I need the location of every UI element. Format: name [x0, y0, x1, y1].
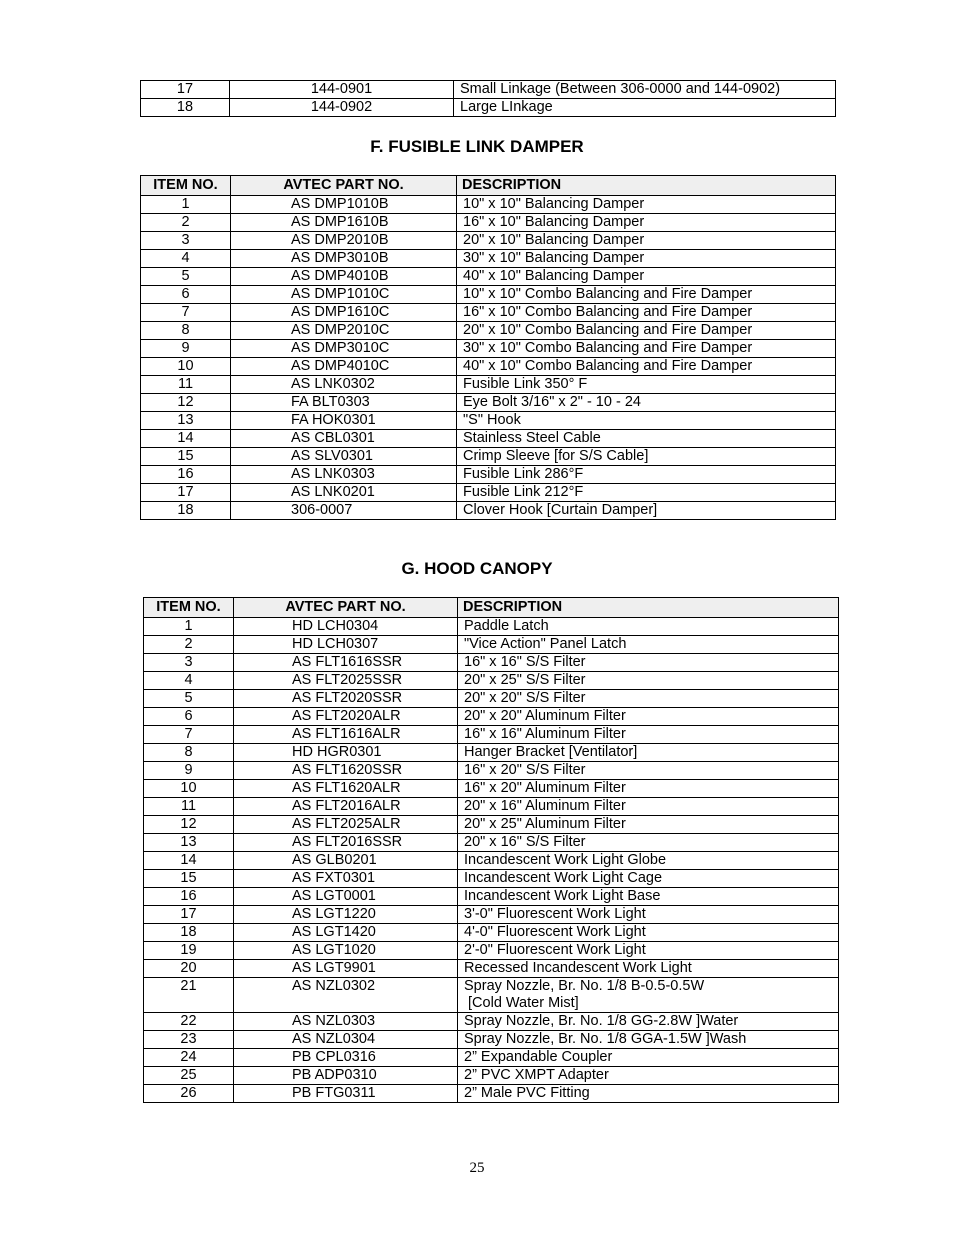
table-row	[144, 1013, 839, 1031]
table-row	[144, 924, 839, 942]
description-cell: 2” PVC XMPT Adapter	[458, 1067, 839, 1085]
table-row	[141, 340, 836, 358]
item-number-cell: 19	[144, 942, 234, 960]
item-number-cell: 3	[141, 232, 231, 250]
part-number-cell: PB FTG0311	[234, 1085, 458, 1103]
part-number-cell: AS FXT0301	[234, 870, 458, 888]
description-cell: Hanger Bracket [Ventilator]	[458, 744, 839, 762]
section-g-heading: G. HOOD CANOPY	[401, 559, 553, 578]
item-number-cell: 5	[144, 690, 234, 708]
description-cell: Paddle Latch	[458, 618, 839, 636]
part-number-cell: 306-0007	[231, 502, 457, 520]
description-cell: 20" x 16" S/S Filter	[458, 834, 839, 852]
table-row	[144, 978, 839, 1013]
description-cell: "Vice Action" Panel Latch	[458, 636, 839, 654]
table-row	[144, 960, 839, 978]
item-number-cell: 8	[144, 744, 234, 762]
part-number-cell: AS CBL0301	[231, 430, 457, 448]
item-number-cell: 14	[141, 430, 231, 448]
description-cell: Fusible Link 212°F	[457, 484, 836, 502]
description-cell: Spray Nozzle, Br. No. 1/8 GGA-1.5W ]Wash	[458, 1031, 839, 1049]
part-number-cell: AS DMP2010C	[231, 322, 457, 340]
table-row	[141, 430, 836, 448]
item-number-cell: 18	[144, 924, 234, 942]
table-row	[144, 852, 839, 870]
item-number-cell: 17	[141, 81, 230, 99]
description-cell: 20" x 20" Aluminum Filter	[458, 708, 839, 726]
item-number-cell: 18	[141, 502, 231, 520]
description-cell: 3'-0" Fluorescent Work Light	[458, 906, 839, 924]
description-cell: 20" x 10" Balancing Damper	[457, 232, 836, 250]
part-number-cell: AS FLT1616SSR	[234, 654, 458, 672]
item-number-cell: 13	[144, 834, 234, 852]
table-row	[144, 744, 839, 762]
description-cell: 16" x 20" Aluminum Filter	[458, 780, 839, 798]
table-row	[141, 196, 836, 214]
part-number-cell: 144-0902	[230, 99, 454, 117]
part-number-cell: AS DMP1610C	[231, 304, 457, 322]
description-cell: 30" x 10" Combo Balancing and Fire Damper	[457, 340, 836, 358]
item-number-cell: 7	[144, 726, 234, 744]
table-row	[141, 232, 836, 250]
part-number-cell: AS FLT2025ALR	[234, 816, 458, 834]
item-number-cell: 18	[141, 99, 230, 117]
continuation-table-body	[141, 81, 836, 117]
table-row	[144, 1085, 839, 1103]
item-number-cell: 20	[144, 960, 234, 978]
description-cell: 10" x 10" Combo Balancing and Fire Damper	[457, 286, 836, 304]
description-header: DESCRIPTION	[458, 598, 839, 618]
table-row	[144, 762, 839, 780]
part-no-header: AVTEC PART NO.	[231, 176, 457, 196]
part-number-cell: 144-0901	[230, 81, 454, 99]
fusible-link-damper-body	[141, 196, 836, 520]
description-cell: Incandescent Work Light Cage	[458, 870, 839, 888]
item-number-cell: 17	[141, 484, 231, 502]
continuation-parts-table	[140, 80, 836, 117]
part-number-cell: HD LCH0304	[234, 618, 458, 636]
item-number-cell: 9	[144, 762, 234, 780]
part-number-cell: AS DMP1010B	[231, 196, 457, 214]
table-row	[144, 1049, 839, 1067]
part-number-cell: FA HOK0301	[231, 412, 457, 430]
description-cell: Incandescent Work Light Globe	[458, 852, 839, 870]
item-number-cell: 7	[141, 304, 231, 322]
part-number-cell: AS FLT2016SSR	[234, 834, 458, 852]
description-cell: 2'-0" Fluorescent Work Light	[458, 942, 839, 960]
part-number-cell: PB CPL0316	[234, 1049, 458, 1067]
table-row	[144, 888, 839, 906]
description-cell: Spray Nozzle, Br. No. 1/8 GG-2.8W ]Water	[458, 1013, 839, 1031]
item-number-cell: 10	[141, 358, 231, 376]
part-number-cell: AS LGT1020	[234, 942, 458, 960]
description-cell: Crimp Sleeve [for S/S Cable]	[457, 448, 836, 466]
part-number-cell: AS NZL0303	[234, 1013, 458, 1031]
description-cell: Stainless Steel Cable	[457, 430, 836, 448]
part-number-cell: AS FLT2025SSR	[234, 672, 458, 690]
part-number-cell: AS FLT2016ALR	[234, 798, 458, 816]
item-number-cell: 6	[141, 286, 231, 304]
table-row	[144, 780, 839, 798]
part-number-cell: AS LGT9901	[234, 960, 458, 978]
table-row	[141, 484, 836, 502]
table-row	[144, 654, 839, 672]
part-number-cell: AS FLT1620SSR	[234, 762, 458, 780]
description-cell: Fusible Link 286°F	[457, 466, 836, 484]
table-header-row	[144, 598, 839, 618]
item-number-cell: 15	[141, 448, 231, 466]
table-header-row	[141, 176, 836, 196]
description-cell: Small Linkage (Between 306-0000 and 144-0902)	[454, 81, 836, 99]
item-number-cell: 13	[141, 412, 231, 430]
part-number-cell: AS DMP1610B	[231, 214, 457, 232]
description-cell: Fusible Link 350° F	[457, 376, 836, 394]
section-f-heading: F. FUSIBLE LINK DAMPER	[370, 137, 584, 156]
part-number-cell: AS DMP2010B	[231, 232, 457, 250]
description-cell: 20" x 16" Aluminum Filter	[458, 798, 839, 816]
table-row	[141, 394, 836, 412]
part-number-cell: AS FLT1620ALR	[234, 780, 458, 798]
description-cell: Eye Bolt 3/16" x 2" - 10 - 24	[457, 394, 836, 412]
description-cell: Spray Nozzle, Br. No. 1/8 B-0.5-0.5W [Cold Water Mist]	[458, 978, 839, 1013]
part-number-cell: AS LGT1420	[234, 924, 458, 942]
item-number-cell: 21	[144, 978, 234, 1013]
item-number-cell: 3	[144, 654, 234, 672]
description-cell: Clover Hook [Curtain Damper]	[457, 502, 836, 520]
item-number-cell: 11	[144, 798, 234, 816]
item-number-cell: 24	[144, 1049, 234, 1067]
table-row	[144, 690, 839, 708]
table-row	[141, 502, 836, 520]
description-cell: Large LInkage	[454, 99, 836, 117]
table-row	[144, 726, 839, 744]
item-number-cell: 12	[141, 394, 231, 412]
part-number-cell: AS LGT1220	[234, 906, 458, 924]
item-number-cell: 6	[144, 708, 234, 726]
part-number-cell: AS LNK0201	[231, 484, 457, 502]
table-row	[144, 618, 839, 636]
description-cell: 16" x 16" S/S Filter	[458, 654, 839, 672]
part-number-cell: HD LCH0307	[234, 636, 458, 654]
description-cell: 16" x 10" Combo Balancing and Fire Damper	[457, 304, 836, 322]
item-number-cell: 25	[144, 1067, 234, 1085]
item-number-cell: 15	[144, 870, 234, 888]
part-number-cell: AS SLV0301	[231, 448, 457, 466]
item-number-cell: 26	[144, 1085, 234, 1103]
table-row	[141, 412, 836, 430]
page-number: 25	[469, 1160, 485, 1176]
description-cell: 4'-0" Fluorescent Work Light	[458, 924, 839, 942]
table-row	[141, 81, 836, 99]
table-row	[144, 1031, 839, 1049]
part-number-cell: AS NZL0304	[234, 1031, 458, 1049]
item-number-cell: 1	[144, 618, 234, 636]
item-number-cell: 23	[144, 1031, 234, 1049]
part-number-cell: AS DMP4010B	[231, 268, 457, 286]
description-cell: 20" x 25" Aluminum Filter	[458, 816, 839, 834]
hood-canopy-body	[144, 618, 839, 1103]
fusible-link-damper-table	[140, 175, 836, 520]
item-no-header: ITEM NO.	[144, 598, 234, 618]
table-row	[144, 672, 839, 690]
table-row	[141, 448, 836, 466]
description-cell: 20" x 10" Combo Balancing and Fire Damper	[457, 322, 836, 340]
table-row	[141, 268, 836, 286]
item-number-cell: 12	[144, 816, 234, 834]
item-number-cell: 17	[144, 906, 234, 924]
table-row	[141, 376, 836, 394]
description-cell: 40" x 10" Balancing Damper	[457, 268, 836, 286]
description-cell: Incandescent Work Light Base	[458, 888, 839, 906]
description-cell: 16" x 20" S/S Filter	[458, 762, 839, 780]
description-cell: 16" x 16" Aluminum Filter	[458, 726, 839, 744]
part-number-cell: AS DMP1010C	[231, 286, 457, 304]
item-number-cell: 2	[141, 214, 231, 232]
table-row	[141, 304, 836, 322]
part-number-cell: PB ADP0310	[234, 1067, 458, 1085]
description-cell: 20" x 20" S/S Filter	[458, 690, 839, 708]
description-cell: Recessed Incandescent Work Light	[458, 960, 839, 978]
item-number-cell: 14	[144, 852, 234, 870]
table-row	[141, 466, 836, 484]
description-cell: 20" x 25" S/S Filter	[458, 672, 839, 690]
description-cell: 2” Expandable Coupler	[458, 1049, 839, 1067]
item-number-cell: 4	[144, 672, 234, 690]
part-number-cell: HD HGR0301	[234, 744, 458, 762]
table-row	[144, 906, 839, 924]
part-number-cell: AS NZL0302	[234, 978, 458, 1013]
table-row	[144, 1067, 839, 1085]
description-cell: 16" x 10" Balancing Damper	[457, 214, 836, 232]
table-row	[141, 286, 836, 304]
table-row	[141, 250, 836, 268]
item-number-cell: 10	[144, 780, 234, 798]
part-number-cell: AS LNK0303	[231, 466, 457, 484]
item-number-cell: 5	[141, 268, 231, 286]
table-row	[144, 636, 839, 654]
part-number-cell: AS FLT2020ALR	[234, 708, 458, 726]
item-number-cell: 2	[144, 636, 234, 654]
part-number-cell: AS DMP3010B	[231, 250, 457, 268]
table-row	[144, 816, 839, 834]
item-number-cell: 16	[144, 888, 234, 906]
table-row	[141, 99, 836, 117]
item-no-header: ITEM NO.	[141, 176, 231, 196]
table-row	[144, 834, 839, 852]
table-row	[144, 708, 839, 726]
part-number-cell: AS LNK0302	[231, 376, 457, 394]
item-number-cell: 1	[141, 196, 231, 214]
part-no-header: AVTEC PART NO.	[234, 598, 458, 618]
part-number-cell: AS DMP4010C	[231, 358, 457, 376]
part-number-cell: FA BLT0303	[231, 394, 457, 412]
item-number-cell: 8	[141, 322, 231, 340]
table-row	[144, 870, 839, 888]
part-number-cell: AS FLT1616ALR	[234, 726, 458, 744]
item-number-cell: 16	[141, 466, 231, 484]
description-cell: 10" x 10" Balancing Damper	[457, 196, 836, 214]
part-number-cell: AS GLB0201	[234, 852, 458, 870]
part-number-cell: AS LGT0001	[234, 888, 458, 906]
part-number-cell: AS DMP3010C	[231, 340, 457, 358]
hood-canopy-table	[143, 597, 839, 1103]
item-number-cell: 9	[141, 340, 231, 358]
description-cell: 30" x 10" Balancing Damper	[457, 250, 836, 268]
description-header: DESCRIPTION	[457, 176, 836, 196]
description-cell: 40" x 10" Combo Balancing and Fire Damper	[457, 358, 836, 376]
item-number-cell: 11	[141, 376, 231, 394]
table-row	[141, 214, 836, 232]
item-number-cell: 22	[144, 1013, 234, 1031]
description-cell: "S" Hook	[457, 412, 836, 430]
item-number-cell: 4	[141, 250, 231, 268]
description-cell: 2” Male PVC Fitting	[458, 1085, 839, 1103]
table-row	[144, 798, 839, 816]
part-number-cell: AS FLT2020SSR	[234, 690, 458, 708]
table-row	[144, 942, 839, 960]
table-row	[141, 322, 836, 340]
table-row	[141, 358, 836, 376]
